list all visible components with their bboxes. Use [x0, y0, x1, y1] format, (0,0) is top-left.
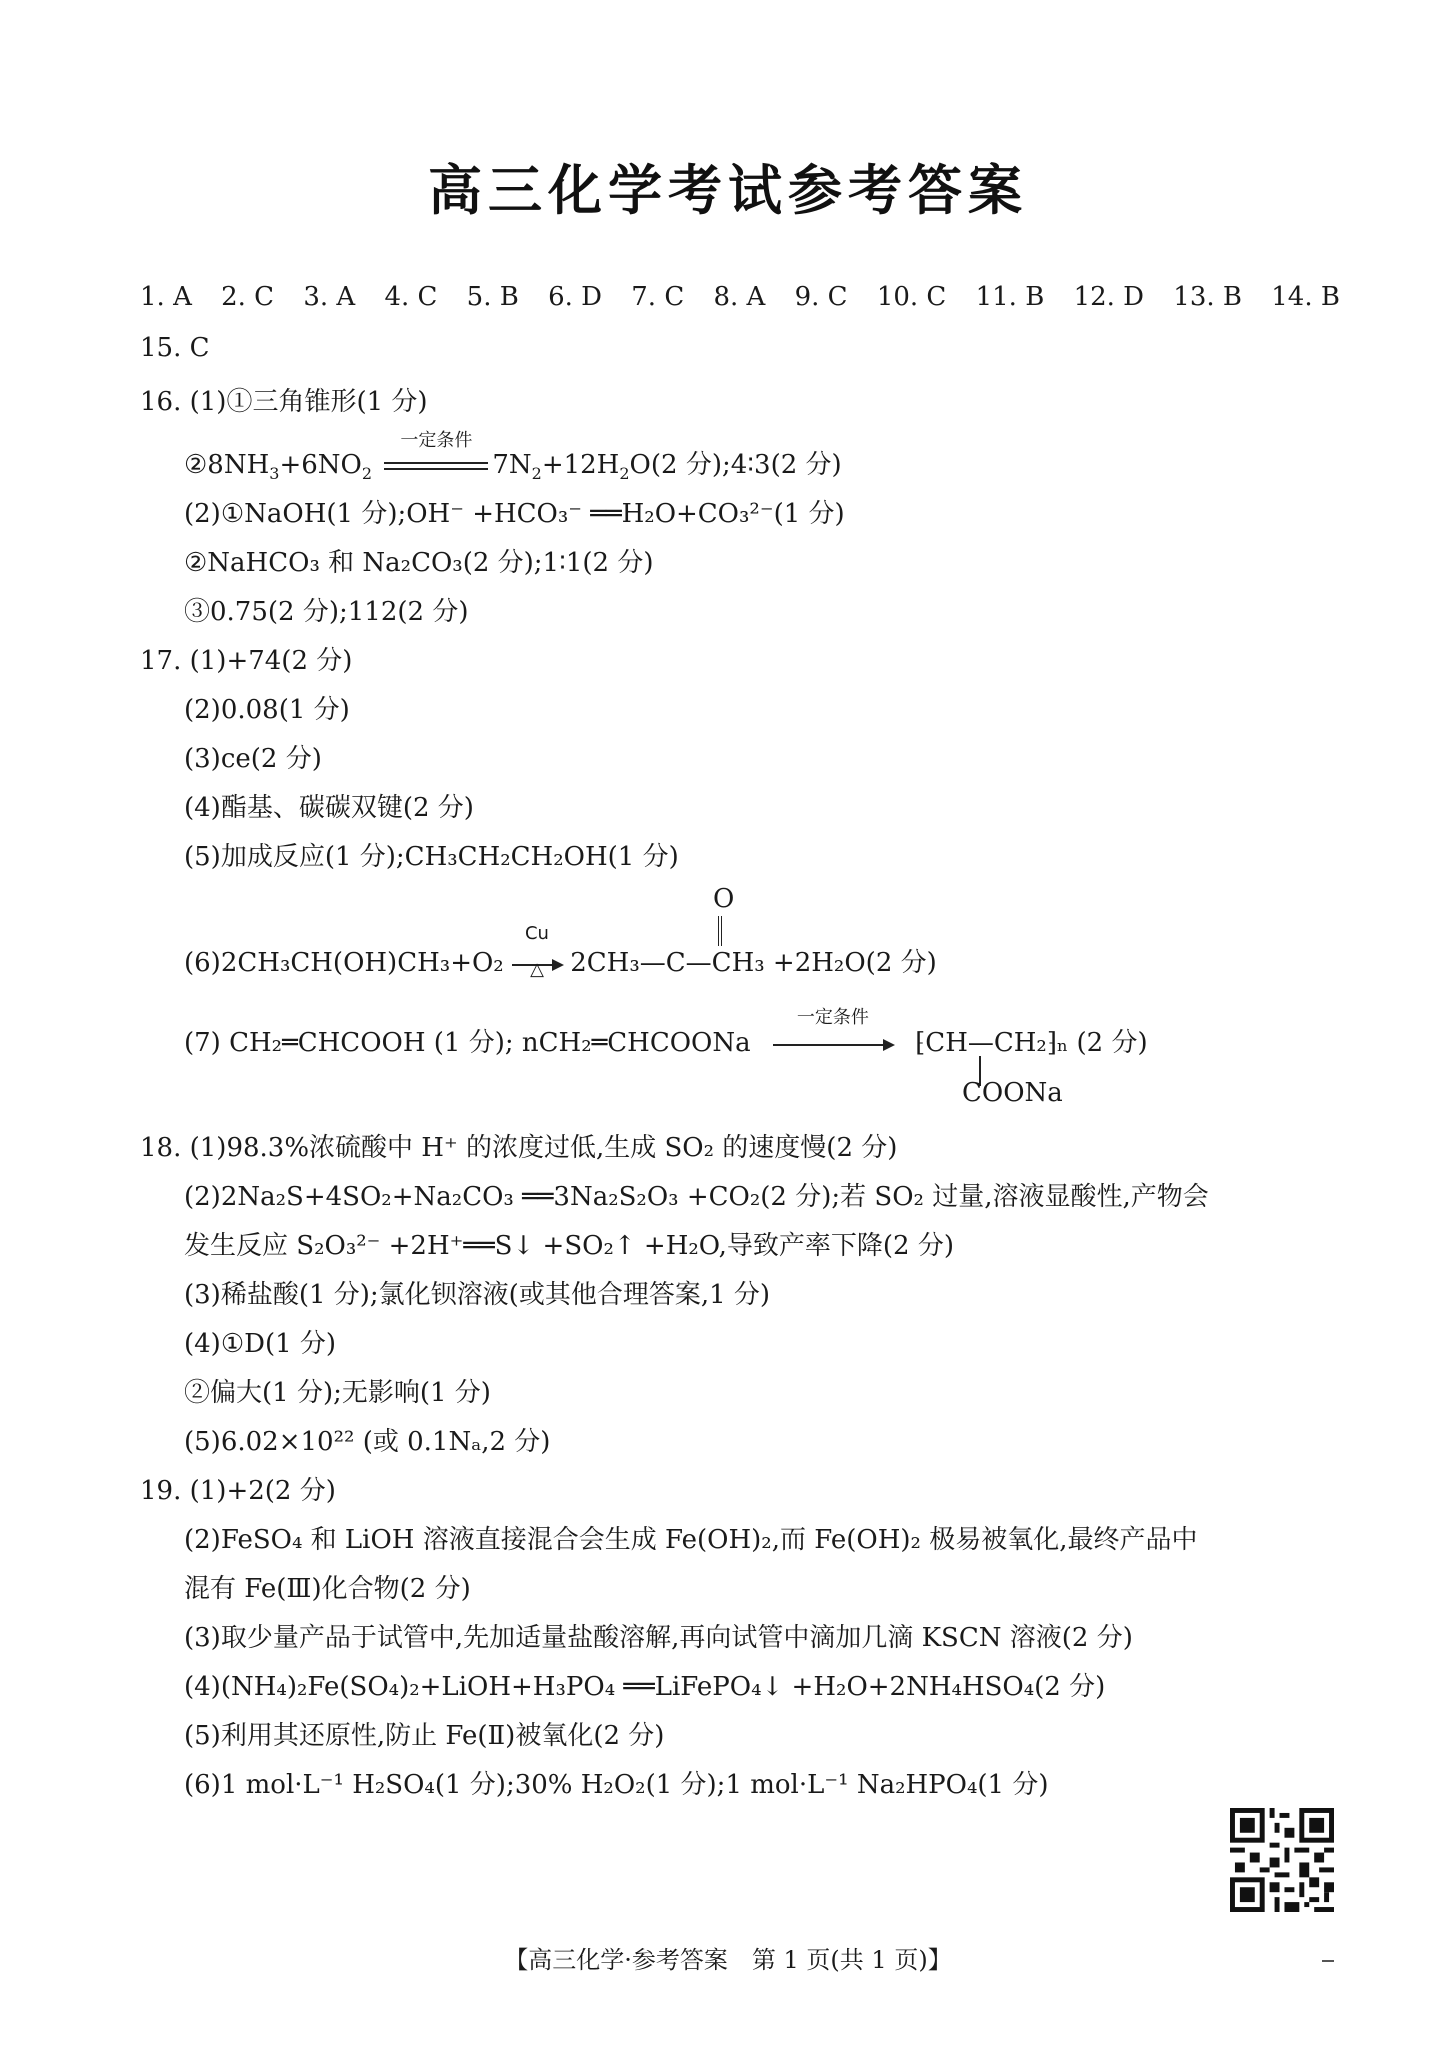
- mcq-answer: 14. B: [1271, 282, 1340, 312]
- q19-line-1: 19. (1)+2(2 分): [140, 1476, 336, 1506]
- reaction-arrow: 一定条件: [773, 1029, 893, 1059]
- q16-line-2: $②8NH_3+6NO_2$ 一定条件 $7N_2+12H_2O(2$ 分);4∶3(2 分): [184, 430, 842, 484]
- page-title: 高三化学考试参考答案: [428, 159, 1028, 222]
- corner-mark: [1322, 1960, 1334, 1962]
- mcq-answer: 2. C: [221, 282, 275, 312]
- condition-equals-sign: 一定条件: [380, 450, 492, 480]
- reaction-arrow: Cu △: [512, 949, 562, 979]
- q18-line-2: (2)2Na₂S+4SO₂+Na₂CO₃ ══3Na₂S₂O₃ +CO₂(2 分);若 SO₂ 过量,溶液显酸性,产物会: [184, 1182, 1209, 1212]
- mcq-answer: 9. C: [794, 282, 848, 312]
- mcq-answers-row: [140, 282, 1340, 312]
- mcq-answer: 10. C: [876, 282, 947, 312]
- q19-line-5: (4)(NH₄)₂Fe(SO₄)₂+LiOH+H₃PO₄ ══LiFePO₄↓ +H₂O+2NH₄HSO₄(2 分): [184, 1672, 1106, 1702]
- q19-line-6: (5)利用其还原性,防止 Fe(Ⅱ)被氧化(2 分): [184, 1721, 665, 1751]
- q17-line-5: (5)加成反应(1 分);CH₃CH₂CH₂OH(1 分): [184, 842, 679, 872]
- carbonyl-oxygen: O: [713, 884, 735, 914]
- mcq-answer: 13. B: [1173, 282, 1243, 312]
- q17-substituent: COONa: [962, 1078, 1063, 1108]
- mcq-answer: 8. A: [713, 282, 766, 312]
- mcq-answer-15: 15. C: [140, 333, 210, 363]
- q16-line-1: 16. (1)①三角锥形(1 分): [140, 387, 428, 417]
- q17-line-4: (4)酯基、碳碳双键(2 分): [184, 793, 474, 823]
- mcq-answer: 7. C: [631, 282, 685, 312]
- q17-line-1: 17. (1)+74(2 分): [140, 646, 353, 676]
- q19-line-4: (3)取少量产品于试管中,先加适量盐酸溶解,再向试管中滴加几滴 KSCN 溶液(2 分): [184, 1623, 1133, 1653]
- q18-line-5: (4)①D(1 分): [184, 1329, 337, 1359]
- q19-line-3: 混有 Fe(Ⅲ)化合物(2 分): [184, 1574, 471, 1604]
- mcq-answer: 5. B: [466, 282, 519, 312]
- q17-line-2: (2)0.08(1 分): [184, 695, 350, 725]
- q18-line-7: (5)6.02×10²² (或 0.1Nₐ,2 分): [184, 1427, 551, 1457]
- mcq-answer: 12. D: [1073, 282, 1145, 312]
- page-footer: 【高三化学·参考答案 第 1 页(共 1 页)】: [504, 1946, 952, 1974]
- q18-line-4: (3)稀盐酸(1 分);氯化钡溶液(或其他合理答案,1 分): [184, 1280, 771, 1310]
- mcq-answer: 3. A: [303, 282, 356, 312]
- q16-line-3: (2)①NaOH(1 分);OH⁻ +HCO₃⁻ ══H₂O+CO₃²⁻(1 分): [184, 499, 845, 529]
- q17-line-7: (7) CH₂═CHCOOH (1 分); nCH₂═CHCOONa 一定条件 ⁅CH—CH₂⁆ₙ (2 分): [184, 1007, 1148, 1058]
- q16-line-4: ②NaHCO₃ 和 Na₂CO₃(2 分);1∶1(2 分): [184, 548, 654, 578]
- q18-line-6: ②偏大(1 分);无影响(1 分): [184, 1378, 491, 1408]
- q18-line-3: 发生反应 S₂O₃²⁻ +2H⁺══S↓ +SO₂↑ +H₂O,导致产率下降(2 分): [184, 1231, 954, 1261]
- mcq-answer: 1. A: [140, 282, 192, 312]
- mcq-answer: 11. B: [975, 282, 1045, 312]
- q19-line-7: (6)1 mol·L⁻¹ H₂SO₄(1 分);30% H₂O₂(1 分);1 mol·L⁻¹ Na₂HPO₄(1 分): [184, 1770, 1049, 1800]
- q18-line-1: 18. (1)98.3%浓硫酸中 H⁺ 的浓度过低,生成 SO₂ 的速度慢(2 分): [140, 1133, 898, 1163]
- mcq-answer: 4. C: [384, 282, 438, 312]
- q16-line-5: ③0.75(2 分);112(2 分): [184, 597, 469, 627]
- q19-line-2: (2)FeSO₄ 和 LiOH 溶液直接混合会生成 Fe(OH)₂,而 Fe(OH)₂ 极易被氧化,最终产品中: [184, 1525, 1198, 1555]
- mcq-answer: 6. D: [548, 282, 603, 312]
- qr-code-icon[interactable]: [1230, 1808, 1334, 1912]
- q17-line-6: (6)2CH₃CH(OH)CH₃+O₂ Cu △ 2CH₃—C—CH₃ +2H₂O(2 分): [184, 923, 937, 980]
- q17-line-3: (3)ce(2 分): [184, 744, 322, 774]
